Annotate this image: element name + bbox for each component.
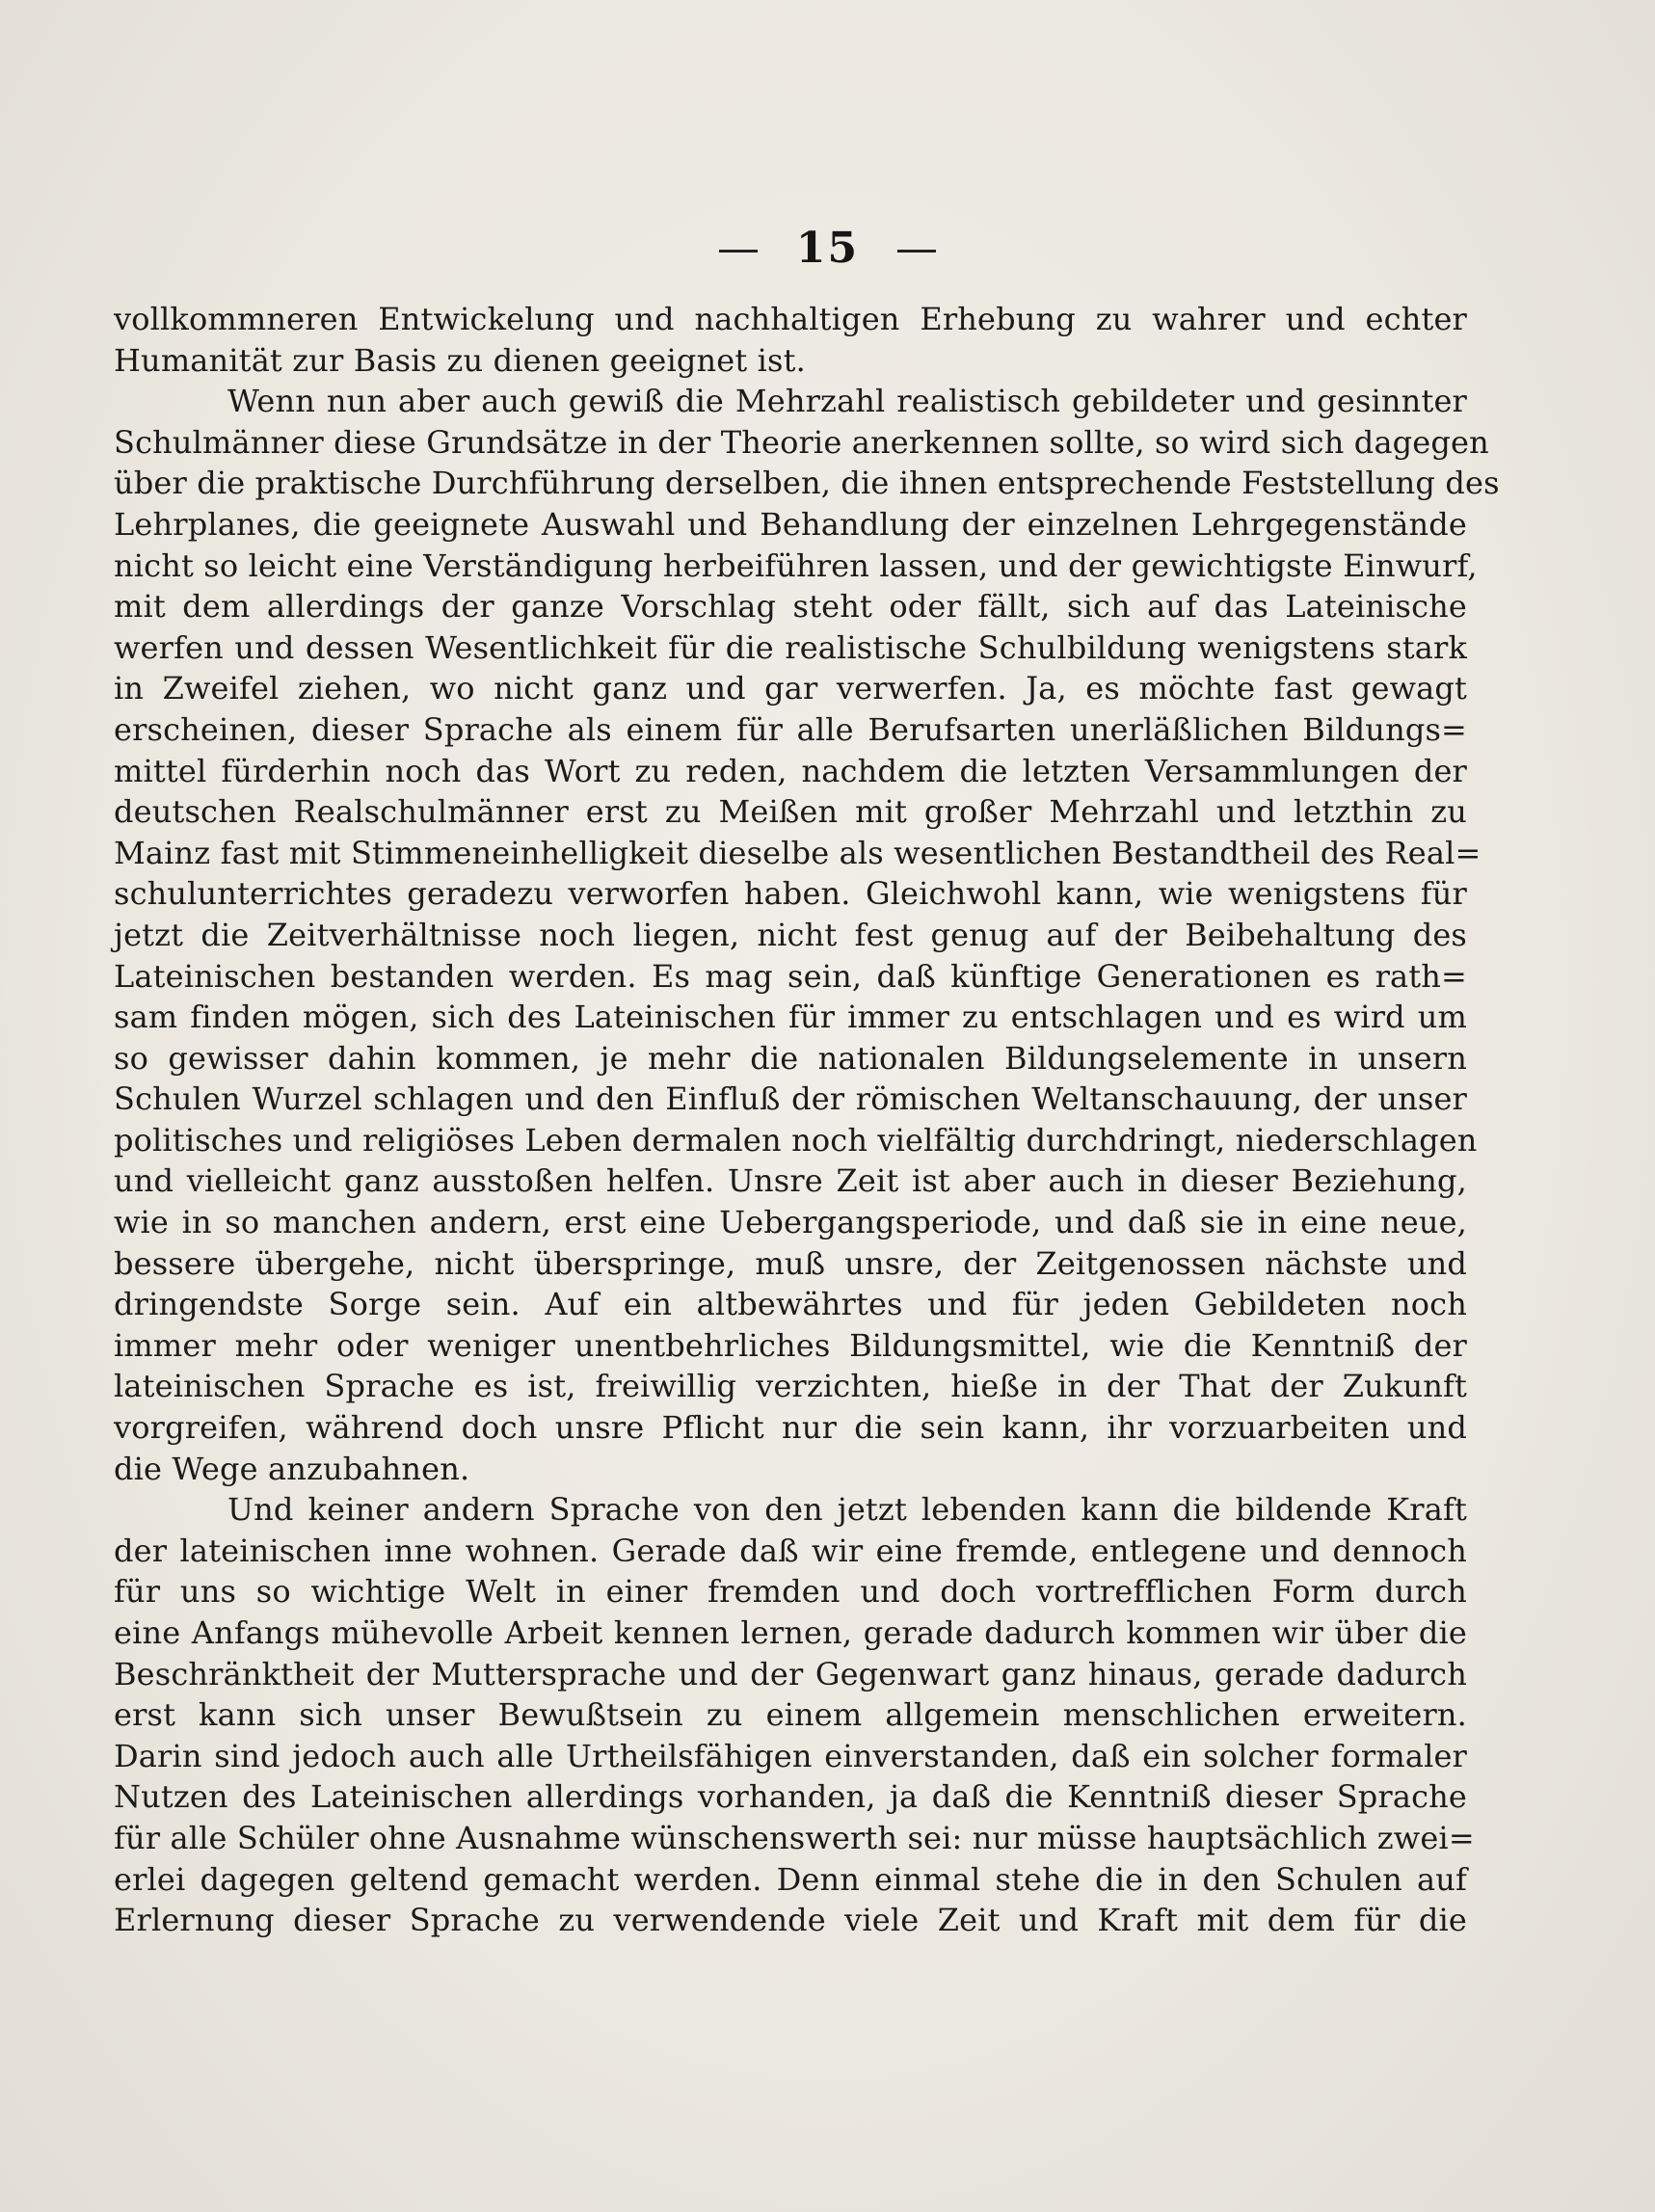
text-line: Und keiner andern Sprache von den jetzt lebenden kann die bildende Kraft bbox=[227, 1491, 1467, 1529]
text-line: Darin sind jedoch auch alle Urtheilsfähigen einverstanden, daß ein solcher formaler bbox=[114, 1737, 1467, 1774]
text-line: bessere übergehe, nicht überspringe, muß unsre, der Zeitgenossen nächste und bbox=[114, 1244, 1467, 1282]
text-line: Nutzen des Lateinischen allerdings vorhanden, ja daß die Kenntniß dieser Sprache bbox=[114, 1778, 1467, 1816]
text-line: der lateinischen inne wohnen. Gerade daß wir eine fremde, entlegene und dennoch bbox=[114, 1532, 1467, 1569]
text-line: immer mehr oder weniger unentbehrliches Bildungsmittel, wie die Kenntniß der bbox=[114, 1326, 1467, 1364]
text-line: mittel fürderhin noch das Wort zu reden, nachdem die letzten Versammlungen der bbox=[114, 752, 1467, 789]
text-line: erst kann sich unser Bewußtsein zu einem allgemein menschlichen erweitern. bbox=[114, 1696, 1467, 1734]
text-line: vorgreifen, während doch unsre Pflicht nur die sein kann, ihr vorzuarbeiten und bbox=[114, 1409, 1467, 1447]
text-line: eine Anfangs mühevolle Arbeit kennen lernen, gerade dadurch kommen wir über die bbox=[114, 1614, 1467, 1651]
text-line: die Wege anzubahnen. bbox=[114, 1450, 470, 1487]
text-line: so gewisser dahin kommen, je mehr die nationalen Bildungselemente in unsern bbox=[114, 1039, 1467, 1077]
header-dash-left bbox=[719, 250, 758, 253]
text-line: Wenn nun aber auch gewiß die Mehrzahl realistisch gebildeter und gesinnter bbox=[227, 383, 1467, 420]
text-line: Humanität zur Basis zu dienen geeignet ist. bbox=[114, 341, 806, 379]
text-line: vollkommneren Entwickelung und nachhaltigen Erhebung zu wahrer und echter bbox=[114, 301, 1467, 337]
text-line: Beschränktheit der Muttersprache und der Gegenwart ganz hinaus, gerade dadurch bbox=[114, 1655, 1467, 1692]
text-line: erscheinen, dieser Sprache als einem für alle Berufsarten unerläßlichen Bildungs= bbox=[114, 710, 1467, 748]
text-line: schulunterrichtes geradezu verworfen haben. Gleichwohl kann, wie wenigstens für bbox=[114, 875, 1467, 913]
text-line: erlei dagegen geltend gemacht werden. Denn einmal stehe die in den Schulen auf bbox=[114, 1860, 1467, 1898]
text-line: Mainz fast mit Stimmeneinhelligkeit dieselbe als wesentlichen Bestandtheil des Real= bbox=[114, 834, 1481, 871]
text-line: und vielleicht ganz ausstoßen helfen. Unsre Zeit ist aber auch in dieser Beziehung, bbox=[114, 1162, 1467, 1200]
text-line: sam finden mögen, sich des Lateinischen für immer zu entschlagen und es wird um bbox=[114, 999, 1467, 1036]
text-line: Schulen Wurzel schlagen und den Einfluß der römischen Weltanschauung, der unser bbox=[114, 1080, 1467, 1118]
text-line: wie in so manchen andern, erst eine Uebergangsperiode, und daß sie in eine neue, bbox=[114, 1204, 1467, 1241]
body-text bbox=[114, 299, 1500, 1941]
text-line: deutschen Realschulmänner erst zu Meißen mit großer Mehrzahl und letzthin zu bbox=[114, 793, 1467, 831]
text-line: lateinischen Sprache es ist, freiwillig verzichten, hieße in der That der Zukunft bbox=[114, 1368, 1467, 1405]
page-header bbox=[0, 224, 1655, 273]
text-line: mit dem allerdings der ganze Vorschlag steht oder fällt, sich auf das Lateinische bbox=[114, 588, 1467, 626]
page-number: 15 bbox=[795, 224, 860, 273]
text-line: Schulmänner diese Grundsätze in der Theorie anerkennen sollte, so wird sich dagegen bbox=[114, 423, 1489, 461]
text-line: dringendste Sorge sein. Auf ein altbewährtes und für jeden Gebildeten noch bbox=[114, 1286, 1467, 1323]
text-line: jetzt die Zeitverhältnisse noch liegen, nicht fest genug auf der Beibehaltung des bbox=[114, 916, 1467, 953]
text-line: nicht so leicht eine Verständigung herbeiführen lassen, und der gewichtigste Einwurf, bbox=[114, 546, 1478, 584]
text-line: politisches und religiöses Leben dermalen noch vielfältig durchdringt, niederschlagen bbox=[114, 1121, 1478, 1159]
text-line: Lehrplanes, die geeignete Auswahl und Behandlung der einzelnen Lehrgegenstände bbox=[114, 505, 1467, 543]
text-line: in Zweifel ziehen, wo nicht ganz und gar verwerfen. Ja, es möchte fast gewagt bbox=[114, 670, 1467, 707]
text-line: werfen und dessen Wesentlichkeit für die realistische Schulbildung wenigstens stark bbox=[114, 628, 1467, 666]
text-line: über die praktische Durchführung derselben, die ihnen entsprechende Feststellung des bbox=[114, 465, 1500, 502]
text-line: für alle Schüler ohne Ausnahme wünschenswerth sei: nur müsse hauptsächlich zwei= bbox=[114, 1819, 1475, 1856]
text-line: Lateinischen bestanden werden. Es mag sein, daß künftige Generationen es rath= bbox=[114, 957, 1467, 995]
header-dash-right bbox=[897, 250, 936, 253]
text-line: Erlernung dieser Sprache zu verwendende viele Zeit und Kraft mit dem für die bbox=[114, 1902, 1467, 1939]
text-line: für uns so wichtige Welt in einer fremden und doch vortrefflichen Form durch bbox=[114, 1573, 1467, 1611]
